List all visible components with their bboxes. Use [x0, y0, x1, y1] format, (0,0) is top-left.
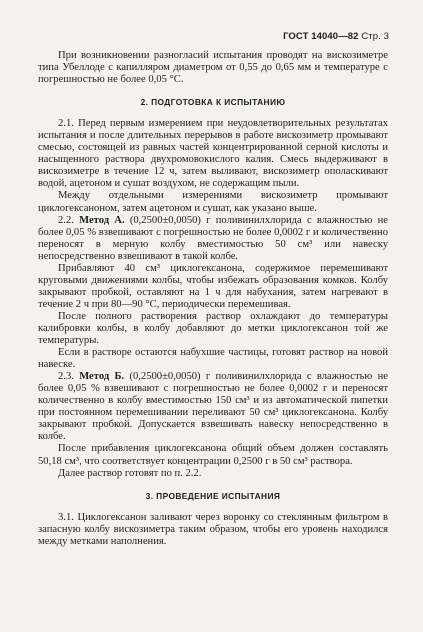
page-number: Стр. 3	[361, 31, 389, 42]
paragraph: 3.1. Циклогексанон заливают через воронку со стеклянным фильтром в запасную колбу вискозиметра таким образом, чтобы его уровень находился между метками наполнения.	[38, 511, 388, 547]
paragraph: Далее раствор готовят по п. 2.2.	[58, 467, 202, 479]
paragraph	[38, 215, 388, 263]
paragraph: При возникновении разногласий испытания проводят на вискозиметре типа Убеллоде с капилляром диаметром от 0,55 до 0,65 мм и температуре с погрешностью не более 0,05 °С.	[38, 50, 388, 86]
paragraph: После прибавления циклогексанона общий объем должен составлять 50,18 см³, что соответствует концентрации 0,2500 г в 50 см³ раствора.	[38, 443, 388, 467]
clause-number: 2.3.	[58, 371, 80, 383]
paragraph	[38, 371, 388, 443]
paragraph-text: (0,2500±0,0050) г поливинилхлорида с влажностью не более 0,05 % взвешивают с погрешностью не более 0,0002 г и количественно переносят в мерную колбу вместимостью 50 см³ или навеску непосредственно взвешивают в такой колбе.	[38, 214, 388, 262]
method-label: Метод Б.	[79, 371, 125, 383]
paragraph: После полного растворения раствор охлаждают до температуры калибровки колбы, в колбу добавляют до метки циклогексанон той же температуры.	[38, 310, 388, 347]
standard-number: ГОСТ 14040—82	[283, 31, 359, 42]
method-label: Метод А.	[79, 214, 125, 226]
paragraph: Между отдельными измерениями вискозиметр промывают циклогексаноном, затем ацетоном и сушат, как указано выше.	[38, 190, 388, 214]
document-body	[38, 50, 388, 548]
section-heading: 3. ПРОВЕДЕНИЕ ИСПЫТАНИЯ	[145, 490, 281, 501]
section-heading: 2. ПОДГОТОВКА К ИСПЫТАНИЮ	[140, 97, 286, 108]
page-header	[283, 31, 389, 42]
paragraph: Если в растворе остаются набухшие частицы, готовят раствор на новой навеске.	[38, 347, 388, 371]
paragraph: Прибавляют 40 см³ циклогексанона, содержимое перемешивают круговыми движениями колбы, чтобы избежать образования комков. Колбу закрывают пробкой, оставляют на 1 ч для набухания, затем нагревают в течение 2 ч при 80—90 °С, периодически перемешивая.	[38, 262, 388, 310]
paragraph: 2.1. Перед первым измерением при неудовлетворительных результатах испытания и после длительных перерывов в работе вискозиметр промывают смесью, состоящей из равных частей концентрированной серной кислоты и насыщенного раствора двухромовокислого калия. Смесь выдерживают в вискозиметре в течение 12 ч, затем выливают, вискозиметр ополаскивают водой, ацетоном и сушат воздухом, не содержащим пыли.	[38, 118, 388, 190]
paragraph-text: (0,2500±0,0050) г поливинилхлорида с влажностью не более 0,05 % взвешивают с погрешностью не более 0,0002 г и переносят количественно в колбу вместимостью 150 см³ и из автоматической пипетки при постоянном перемешивании переливают 50 см³ циклогексанона. Колбу закрывают пробкой. Допускается взвешивать навеску непосредственно в колбе.	[38, 371, 388, 443]
clause-number: 2.2.	[58, 214, 80, 226]
